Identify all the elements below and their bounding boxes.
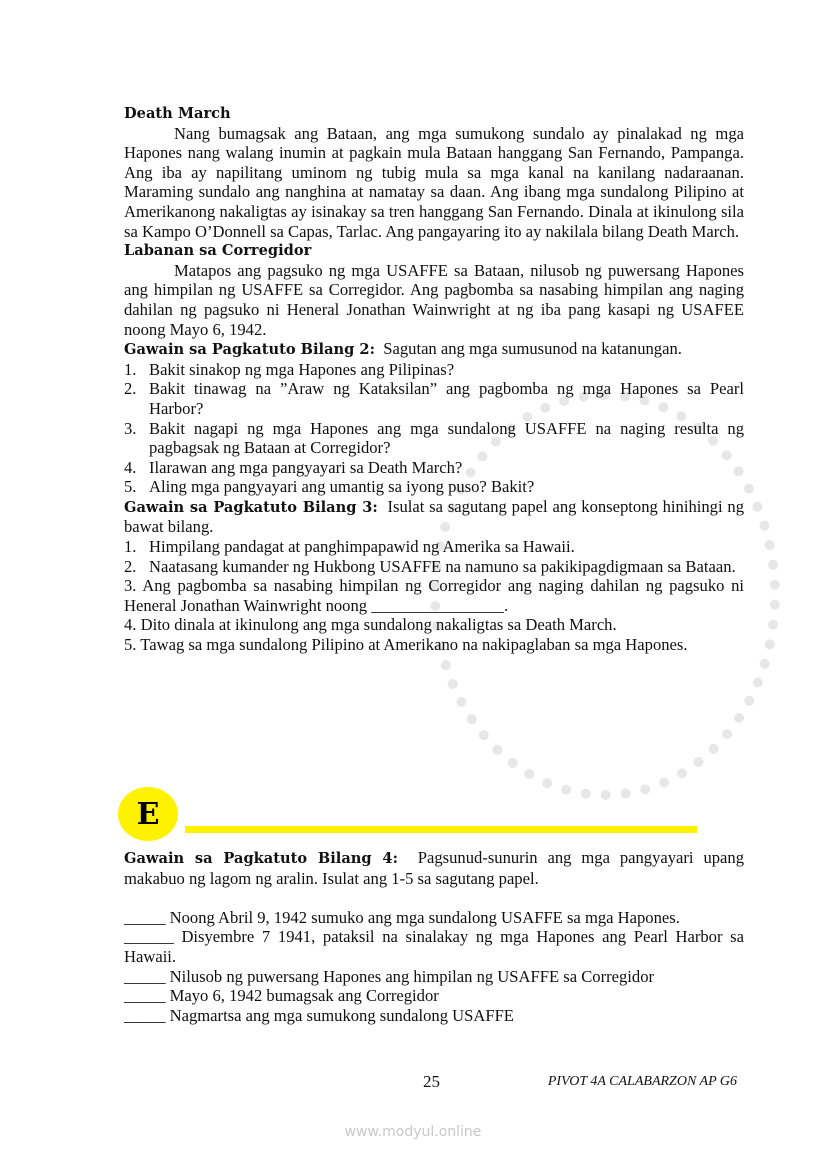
item-text: Naatasang kumander ng Hukbong USAFFE na namuno sa pakikipagdigmaan sa Bataan. [149, 556, 736, 576]
item-number: 2. [124, 556, 137, 576]
sequence-item: _____ Nagmartsa ang mga sumukong sundalong USAFFE [124, 1005, 514, 1025]
series-label: PIVOT 4A CALABARZON AP G6 [547, 1074, 737, 1089]
list-item [124, 379, 744, 418]
page-content-top [124, 104, 744, 655]
activity-3-header [124, 497, 744, 537]
sequence-item: ______ Disyembre 7 1941, pataksil na sinalakay ng mga Hapones ang Pearl Harbor sa Hawaii. [124, 927, 744, 966]
activity-3-title: Gawain sa Pagkatuto Bilang 3: [124, 498, 378, 516]
list-item [124, 557, 744, 577]
item-text: Bakit sinakop ng mga Hapones ang Pilipinas? [149, 359, 455, 379]
paragraph-corregidor: Matapos ang pagsuko ng mga USAFFE sa Bataan, nilusob ng puwersang Hapones ang himpilan ng USAFFE sa Corregidor. Ang pagbomba sa nasabing himpilan ang naging dahilan ng pagsuko ni Heneral Jonathan Wainwright at ng iba pang kasapi ng USAFEE noong Mayo 6, 1942. [124, 260, 744, 339]
list-item [124, 458, 744, 478]
section-letter: E [136, 796, 160, 832]
site-watermark: www.modyul.online [344, 1124, 482, 1140]
sequence-item: _____ Mayo 6, 1942 bumagsak ang Corregidor [124, 986, 439, 1006]
activity-2-header [124, 339, 744, 360]
page-number: 25 [423, 1072, 440, 1091]
activity-2-instruction: Sagutan ang mga sumusunod na katanungan. [383, 339, 682, 359]
item-number: 5. [124, 477, 137, 497]
item-text: Himpilang pandagat at panghimpapawid ng Amerika sa Hawaii. [149, 537, 575, 557]
section-divider-line [185, 826, 697, 833]
item-number: 3. [124, 418, 137, 438]
section-badge-e [118, 787, 178, 841]
list-item [124, 360, 744, 380]
activity-4-header [124, 848, 744, 888]
list-item [124, 477, 744, 497]
item-text: Ilarawan ang mga pangyayari sa Death March? [149, 457, 463, 477]
list-item [124, 537, 744, 557]
item-text: Bakit tinawag na ”Araw ng Kataksilan” ang pagbomba ng mga Hapones sa Pearl Harbor? [149, 379, 744, 418]
item-number: 2. [124, 379, 137, 399]
activity-2-title: Gawain sa Pagkatuto Bilang 2: [124, 341, 375, 359]
item-number: 1. [124, 537, 137, 557]
item-number: 4. [124, 457, 137, 477]
heading-death-march: Death March [124, 105, 231, 122]
item-number: 1. [124, 359, 137, 379]
item-text: Bakit nagapi ng mga Hapones ang mga sundalong USAFFE na naging resulta ng pagbagsak ng Bataan at Corregidor? [149, 418, 744, 458]
paragraph-death-march: Nang bumagsak ang Bataan, ang mga sumukong sundalo ay pinalakad ng mga Hapones nang walang inumin at pagkain mula Bataan hanggang San Fernando, Pampanga. Ang iba ay napilitang uminom ng tubig mula sa mga kanal na kanilang nadaraanan. Maraming sundalo ang nanghina at namatay sa daan. Ang ibang mga sundalong Pilipino at Amerikanong nakaligtas ay isinakay sa tren hanggang San Fernando. Dinala at ikinulong sila sa Kampo O’Donnell sa Capas, Tarlac. Ang pangayaring ito ay nakilala bilang Death March. [124, 123, 744, 241]
list-item: 3. Ang pagbomba sa nasabing himpilan ng Corregidor ang naging dahilan ng pagsuko ni Heneral Jonathan Wainwright noong ________________. [124, 576, 744, 615]
activity-4-instruction: Pagsunud-sunurin ang mga pangyayari upang makabuo ng lagom ng aralin. Isulat ang 1-5 sa sagutang papel. [124, 848, 744, 888]
list-item [124, 419, 744, 458]
sequence-item: _____ Nilusob ng puwersang Hapones ang himpilan ng USAFFE sa Corregidor [124, 966, 655, 986]
activity-3-instruction: Isulat sa sagutang papel ang konseptong hinihingi ng bawat bilang. [124, 496, 745, 537]
activity-4-title: Gawain sa Pagkatuto Bilang 4: [124, 850, 398, 867]
item-text: Aling mga pangyayari ang umantig sa iyong puso? Bakit? [149, 477, 535, 497]
list-item: 4. Dito dinala at ikinulong ang mga sundalong nakaligtas sa Death March. [124, 615, 617, 635]
sequence-item: _____ Noong Abril 9, 1942 sumuko ang mga sundalong USAFFE sa mga Hapones. [124, 907, 680, 927]
heading-labanan-corregidor: Labanan sa Corregidor [124, 242, 312, 260]
list-item: 5. Tawag sa mga sundalong Pilipino at Amerikano na nakipaglaban sa mga Hapones. [124, 635, 688, 655]
page-content-bottom [124, 848, 744, 1025]
